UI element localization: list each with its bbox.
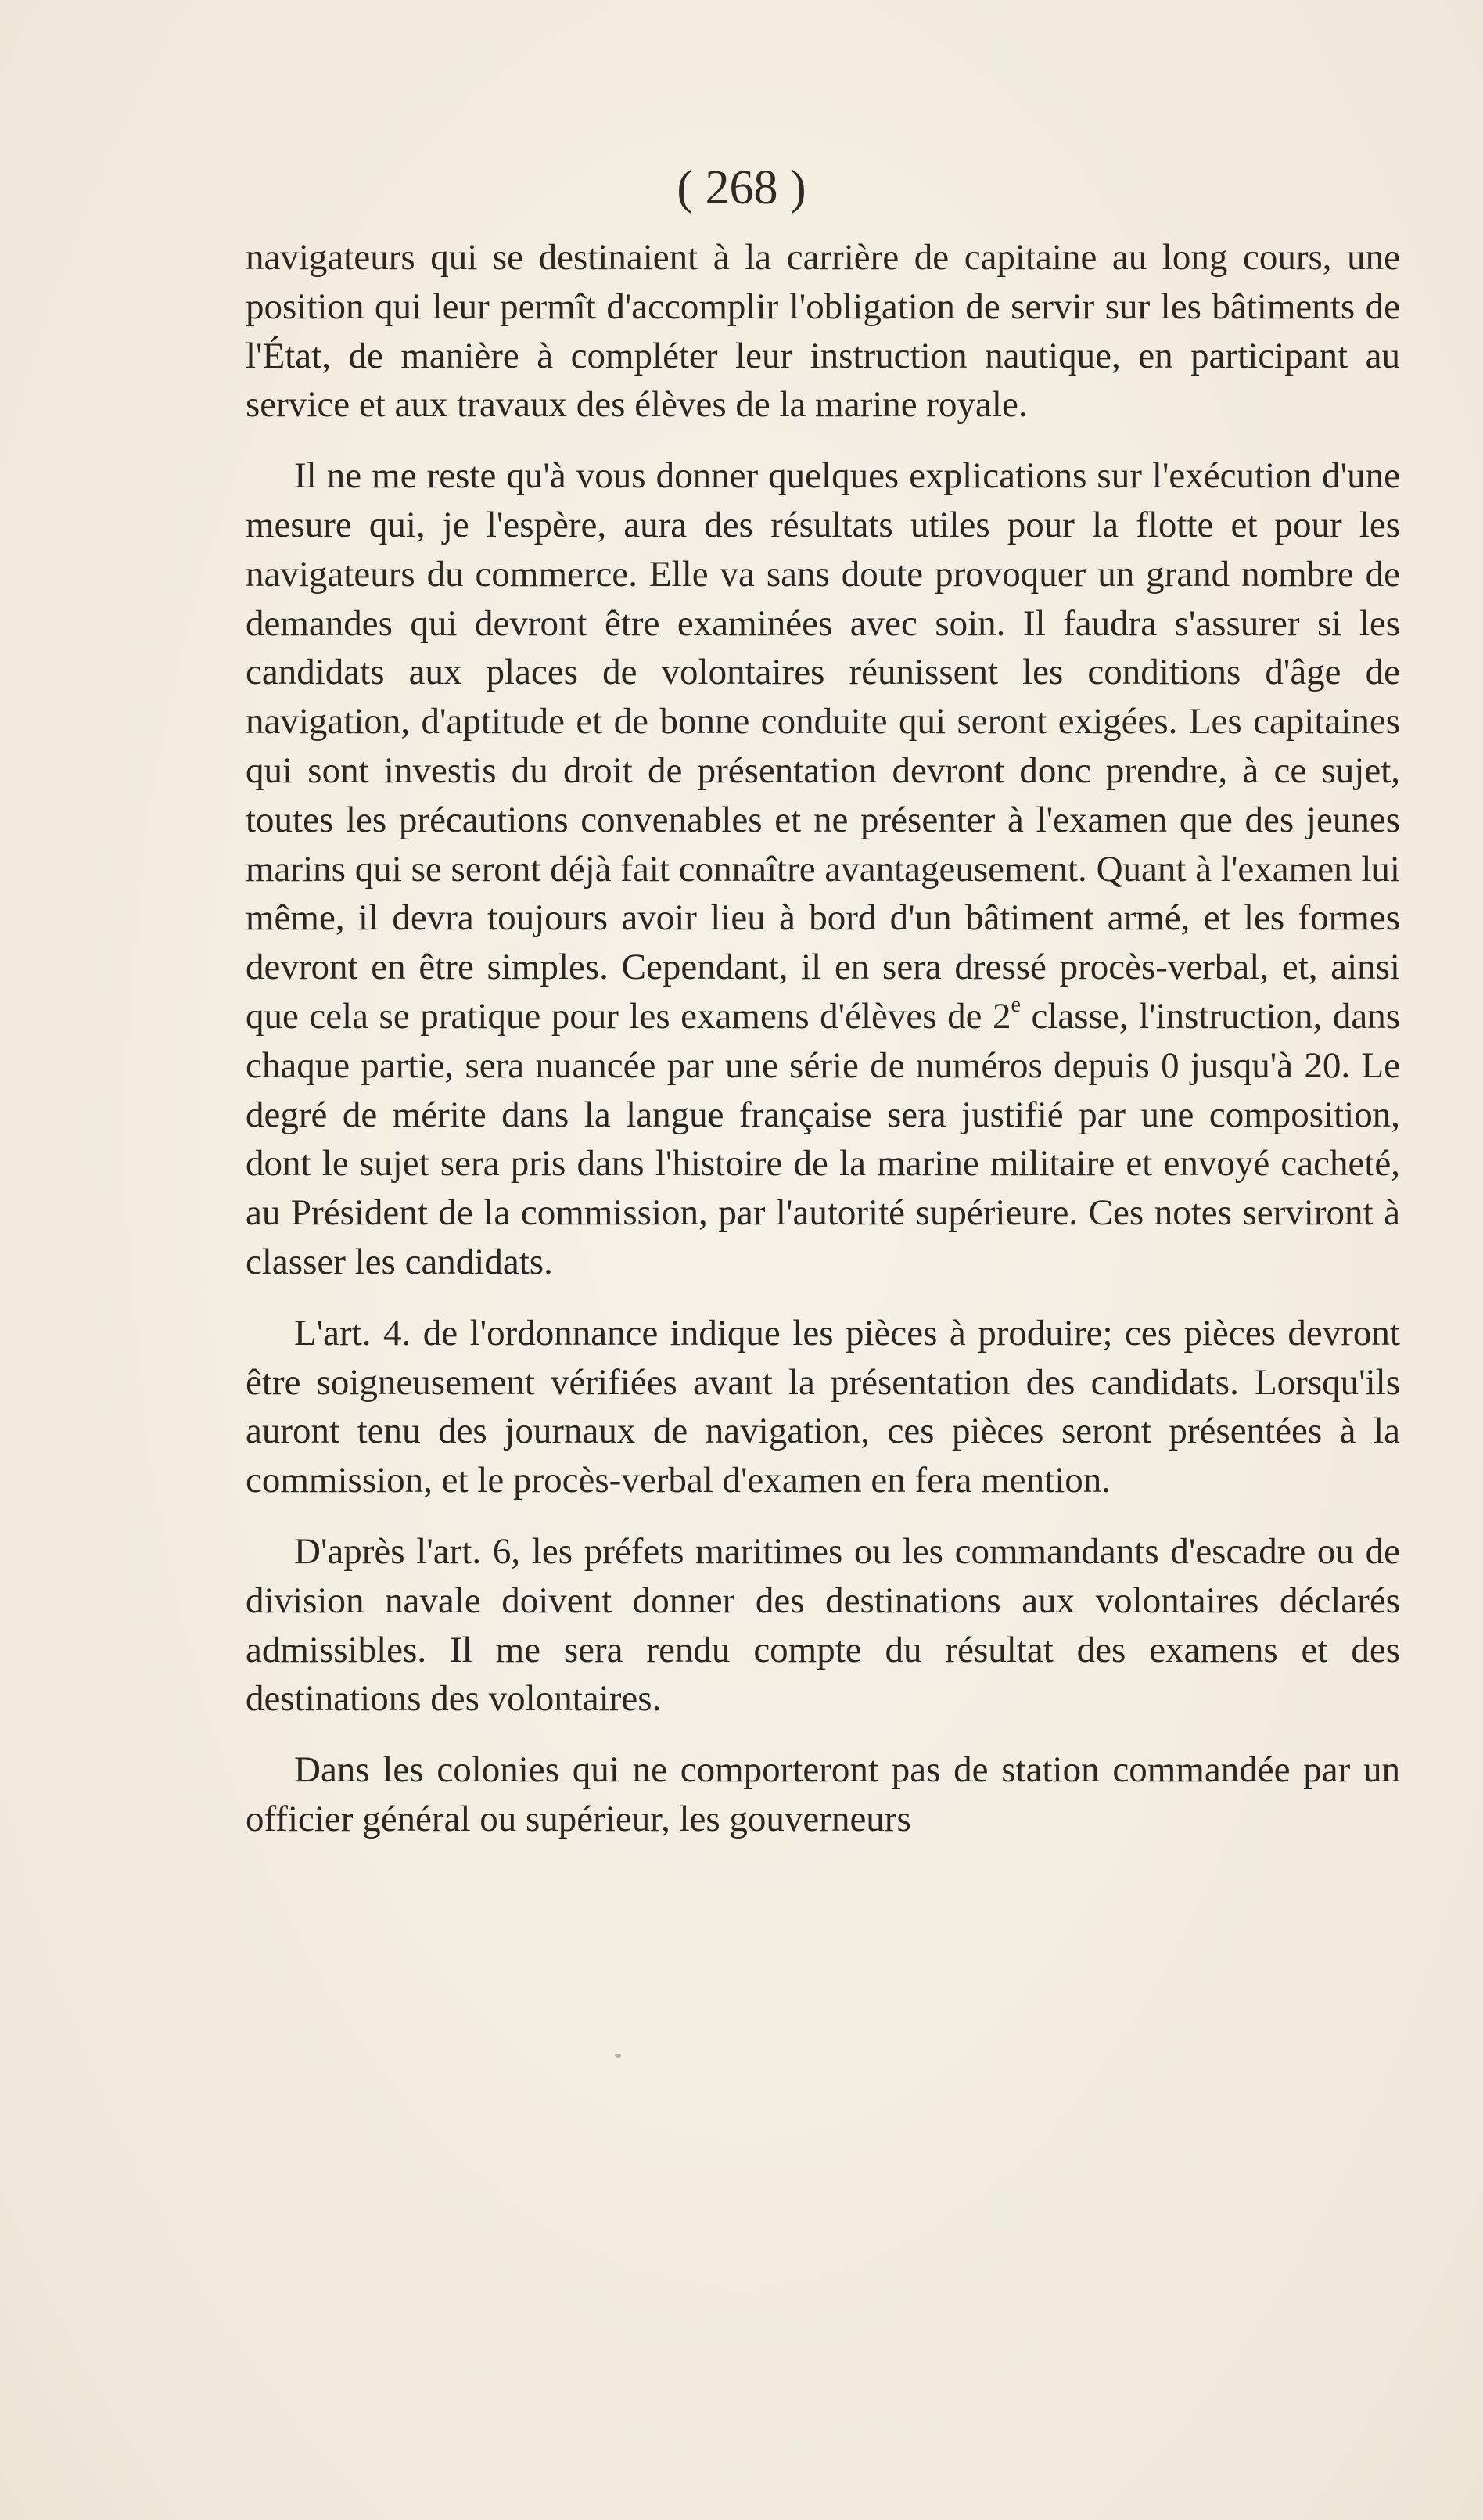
paragraph-2-superscript: e (1011, 992, 1021, 1017)
paper-speck (615, 2054, 621, 2058)
paragraph-2 (246, 451, 1400, 1287)
paragraph-3: L'art. 4. de l'ordonnance indique les pièces à produire; ces pièces devront être soigneusement vérifiées avant la présentation des candidats. Lorsqu'ils auront tenu des journaux de navigation, ces pièces seront présentées à la commission, et le procès-verbal d'examen en fera mention. (246, 1312, 1400, 1501)
paragraph-1: navigateurs qui se destinaient à la carrière de capitaine au long cours, une position qui leur permît d'accomplir l'obligation de servir sur les bâtiments de l'État, de manière à compléter leur instruction nautique, en participant au service et aux travaux des élèves de la marine royale. (246, 237, 1400, 426)
body-text (246, 233, 1400, 1844)
page-number: ( 268 ) (677, 161, 806, 214)
paragraph-4: D'après l'art. 6, les préfets maritimes ou les commandants d'escadre ou de division navale doivent donner des destinations aux volontaires déclarés admissibles. Il me sera rendu compte du résultat des examens et des destinations des volontaires. (246, 1530, 1400, 1720)
paragraph-2-part-1: Il ne me reste qu'à vous donner quelques explications sur l'exécution d'une mesure qui, je l'espère, aura des résultats utiles pour la flotte et pour les navigateurs du commerce. Elle va sans doute provoquer un grand nombre de demandes qui devront être examinées avec soin. Il faudra s'assurer si les candidats aux places de volontaires réunissent les conditions d'âge de navigation, d'aptitude et de bonne conduite qui seront exigées. Les capitaines qui sont investis du droit de présentation devront donc prendre, à ce sujet, toutes les précautions convenables et ne présenter à l'examen que des jeunes marins qui se seront déjà fait connaître avantageusement. Quant à l'examen lui même, il devra toujours avoir lieu à bord d'un bâtiment armé, et les formes devront en être simples. Cependant, il en sera dressé procès-verbal, et, ainsi que cela se pratique pour les examens d'élèves de 2 (246, 455, 1400, 1037)
paragraph-5: Dans les colonies qui ne comporteront pas de station commandée par un officier général ou supérieur, les gouverneurs (246, 1749, 1400, 1839)
paragraph-2-part-2: classe, l'instruction, dans chaque partie, sera nuancée par une série de numéros depuis 0 jusqu'à 20. Le degré de mérite dans la langue française sera justifié par une composition, dont le sujet sera pris dans l'histoire de la marine militaire et envoyé cacheté, au Président de la commission, par l'autorité supérieure. Ces notes serviront à classer les candidats. (246, 995, 1400, 1282)
